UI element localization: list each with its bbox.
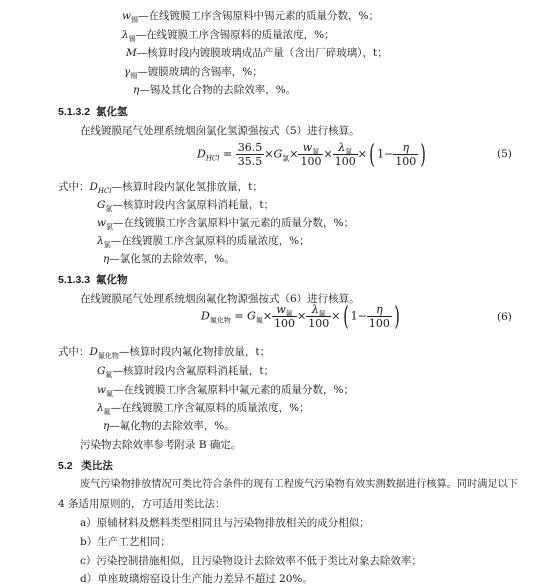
fraction-lambda-over-100: $\frac{\lambda_氯}{100}$ — [334, 141, 356, 168]
paragraph-hcl: 在线镀膜尾气处理系统烟囱氯化氢源强按式（5）进行核算。 — [80, 125, 360, 137]
where-hf-g: $G_氟—$核算时段内含氟原料消耗量，t； — [97, 365, 275, 380]
equation-number-6: (6) — [497, 311, 512, 323]
where-hcl-eta: η—氯化氢的去除效率，%。 — [103, 253, 235, 265]
where-hf-eta: η—氟化物的去除效率，%。 — [103, 420, 235, 432]
list-item-b: b）生产工艺相同； — [80, 536, 171, 548]
def-lambda-tin: $\lambda_锡—$在线镀膜工序含锡原料的质量浓度，%； — [122, 29, 335, 44]
fraction-lambda-f-over-100: $\frac{\lambda_氟}{100}$ — [308, 303, 330, 330]
where-hcl-lambda: $\lambda_氯—$在线镀膜工序含氯原料的质量浓度，%； — [97, 235, 310, 250]
def-eta-tin: η—锡及其化合物的去除效率，%。 — [133, 84, 297, 96]
def-gamma-tin: $\gamma_锡—$镀膜玻璃的含锡率，%； — [124, 66, 263, 81]
where-hcl-w: $w_氯—$在线镀膜工序含氯原料中氯元素的质量分数，%； — [97, 217, 354, 232]
equation-6: $D_{氟化物} = G_氟\times$ $\frac{w_氟}{100}$ × $\frac{\lambda_氟}{100}$ ×( 1− $\frac{\eta}{100}$ ) — [201, 301, 400, 332]
def-m: M—核算时段内镀膜玻璃成品产量（含出厂碎玻璃），t； — [126, 47, 388, 59]
equation-5: $D_{HCl}$ = $\frac{36.5}{35.5}$ $\times G_氯\times$ $\frac{w_氯}{100}$ × $\frac{\lambda_氯}{100}$ ×( 1− $\frac{\eta}{100}$ ) — [197, 139, 427, 170]
paragraph-hf: 在线镀膜尾气处理系统烟囱氟化物源强按式（6）进行核算。 — [80, 293, 360, 305]
section-heading-5132: 5.1.3.2 氯化氢 — [58, 106, 128, 118]
paragraph-analogy-2: 4 条适用原则的，方可适用类比法： — [58, 498, 226, 510]
list-item-c: c）污染控制措施相似，且污染物设计去除效率不低于类比对象去除效率； — [80, 555, 422, 567]
paragraph-reference: 污染物去除效率参考附录 B 确定。 — [80, 439, 242, 451]
fraction-36-5-over-35-5: $\frac{36.5}{35.5}$ — [237, 141, 263, 168]
fraction-eta-over-100: $\frac{\eta}{100}$ — [395, 141, 417, 168]
paragraph-analogy-1: 废气污染物排放情况可类比符合条件的现有工程废气污染物有效实测数据进行核算。同时满足以下 — [80, 479, 519, 490]
list-item-a: a）原辅材料及燃料类型相同且与污染物排放相关的成分相似； — [80, 517, 370, 529]
fraction-w-f-over-100: $\frac{w_氟}{100}$ — [274, 303, 296, 330]
equation-number-5: (5) — [497, 148, 512, 160]
where-hf-w: $w_氟—$在线镀膜工序含氟原料中氟元素的质量分数，%； — [97, 384, 354, 399]
where-hf-d: 式中：$D_{氟化物}—$核算时段内氟化物排放量，t； — [58, 346, 271, 361]
fraction-w-over-100: $\frac{w_氯}{100}$ — [300, 141, 322, 168]
section-heading-5133: 5.1.3.3 氟化物 — [58, 274, 128, 286]
where-hf-lambda: $\lambda_氟—$在线镀膜工序含氟原料的质量浓度，%； — [97, 402, 310, 417]
list-item-d: d）单座玻璃熔窑设计生产能力差异不超过 20%。 — [80, 573, 313, 585]
where-hcl-d: 式中：$D_{HCl}—$核算时段内氯化氢排放量，t； — [58, 181, 263, 196]
fraction-eta-f-over-100: $\frac{\eta}{100}$ — [368, 303, 390, 330]
section-heading-52: 5.2 类比法 — [58, 460, 113, 472]
def-w-tin: $w_锡—$在线镀膜工序含锡原料中锡元素的质量分数，%； — [122, 10, 379, 25]
where-hcl-g: $G_氯—$核算时段内含氯原料消耗量，t； — [97, 199, 275, 214]
